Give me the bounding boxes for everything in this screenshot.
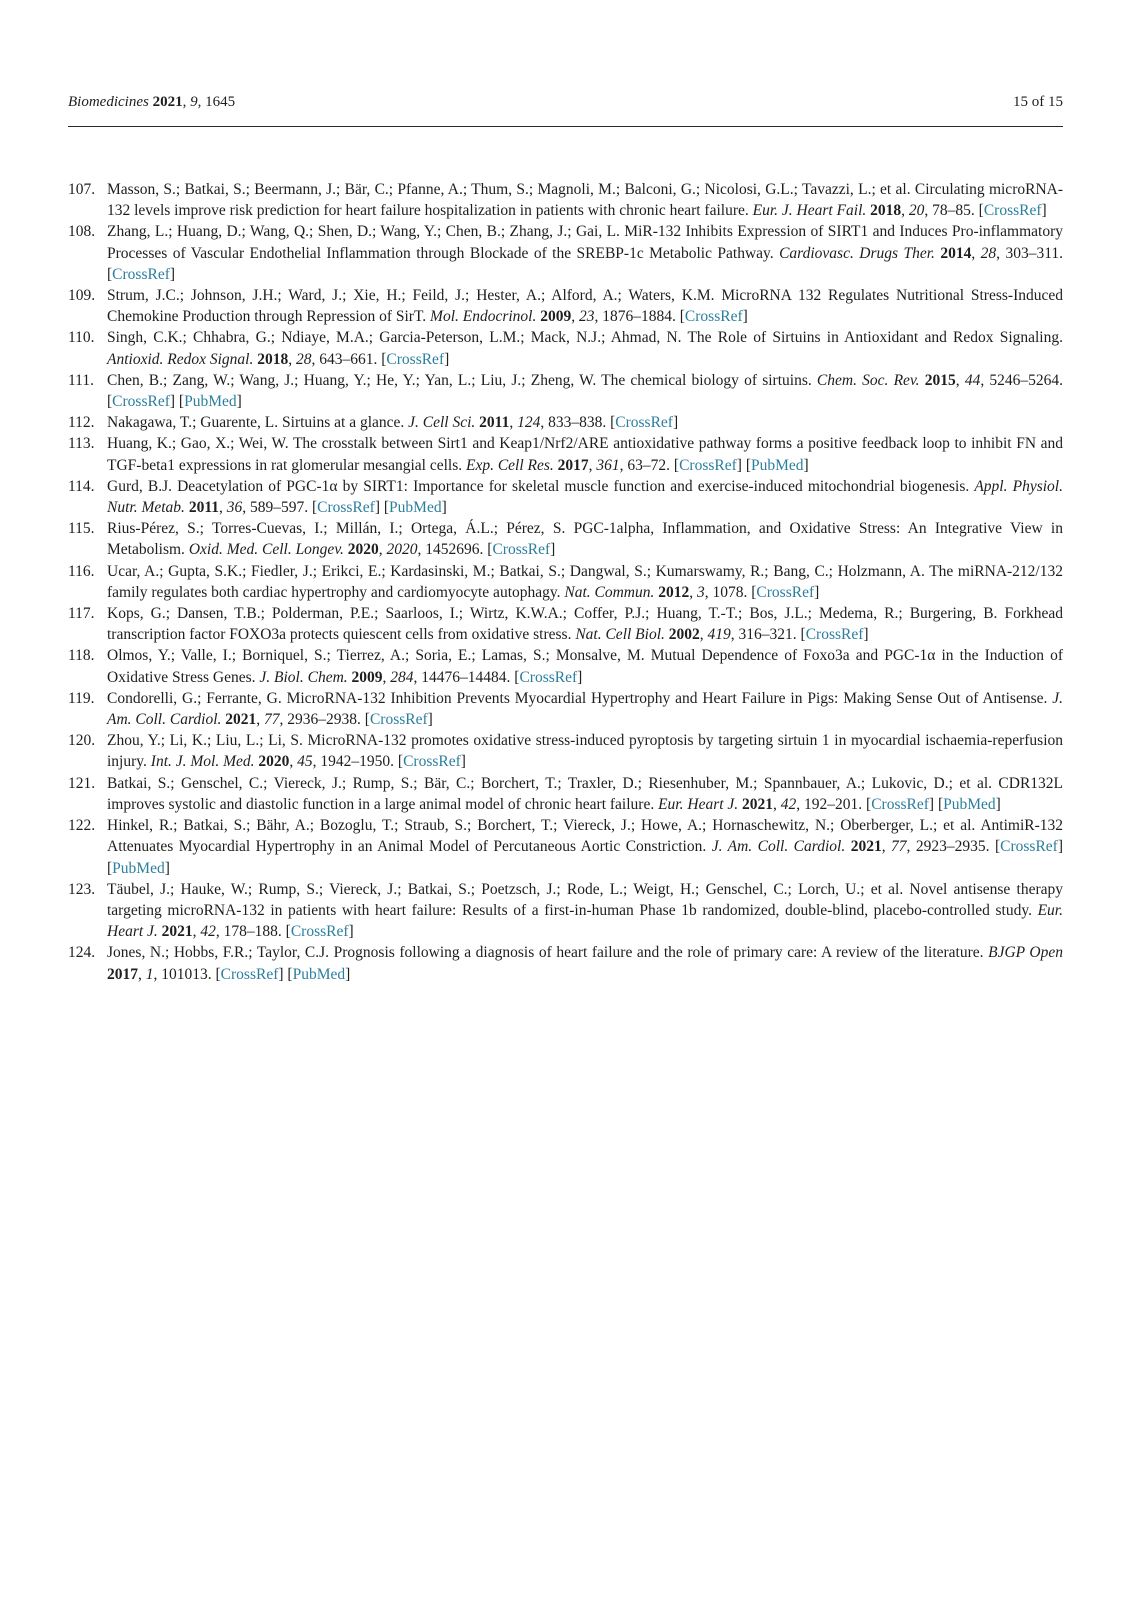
reference-item — [68, 179, 1063, 221]
reference-text: Singh, C.K.; Chhabra, G.; Ndiaye, M.A.; Garcia-Peterson, L.M.; Mack, N.J.; Ahmad, N. The Role of Sirtuins in Antioxidant and Redox Signaling. Antioxid. Redox Signal. 2018, 28, 643–661. [CrossRef] — [107, 329, 1063, 368]
crossref-link[interactable]: CrossRef — [220, 965, 279, 983]
reference-number: 120. — [68, 732, 96, 750]
reference-item — [68, 942, 1063, 984]
crossref-link[interactable]: CrossRef — [317, 499, 375, 517]
reference-number: 117. — [68, 605, 95, 623]
reference-text: Huang, K.; Gao, X.; Wei, W. The crosstalk between Sirt1 and Keap1/Nrf2/ARE antioxidative pathway forms a positive feedback loop to inhibit FN and TGF-beta1 expressions in rat glomerular mesangial cells. Exp. Cell Res. 2017, 361, 63–72. [CrossRef] [PubMed] — [107, 435, 1063, 474]
reference-text: Condorelli, G.; Ferrante, G. MicroRNA-132 Inhibition Prevents Myocardial Hypertrophy and Heart Failure in Pigs: Making Sense Out of Antisense. J. Am. Coll. Cardiol. 2021, 77, 2936–2938. [CrossRef] — [107, 689, 1063, 729]
crossref-link[interactable]: CrossRef — [386, 350, 445, 368]
reference-number: 116. — [68, 562, 95, 580]
reference-number: 112. — [68, 414, 95, 432]
crossref-link[interactable]: CrossRef — [290, 923, 349, 941]
pubmed-link[interactable]: PubMed — [112, 859, 165, 877]
reference-text: Hinkel, R.; Batkai, S.; Bähr, A.; Bozoglu, T.; Straub, S.; Borchert, T.; Viereck, J.; Howe, A.; Hornaschewitz, N.; Oberberger, L.; et al. AntimiR-132 Attenuates Myocardial Hypertrophy in an Animal Model of Percutaneous Aortic Constriction. J. Am. Coll. Cardiol. 2021, 77, 2923–2935. [CrossRef] [PubMed] — [107, 817, 1064, 877]
reference-text: Rius-Pérez, S.; Torres-Cuevas, I.; Millán, I.; Ortega, Á.L.; Pérez, S. PGC-1alpha, Inflammation, and Oxidative Stress: An Integrative View in Metabolism. Oxid. Med. Cell. Longev. 2020, 2020, 1452696. [CrossRef] — [107, 520, 1063, 559]
pubmed-link[interactable]: PubMed — [389, 499, 442, 517]
crossref-link[interactable]: CrossRef — [871, 795, 929, 813]
reference-number: 124. — [68, 944, 96, 962]
reference-text: Gurd, B.J. Deacetylation of PGC-1α by SIRT1: Importance for skeletal muscle function and exercise-induced mitochondrial biogenesis. Appl. Physiol. Nutr. Metab. 2011, 36, 589–597. [CrossRef] [PubMed] — [107, 477, 1063, 517]
pubmed-link[interactable]: PubMed — [751, 456, 804, 474]
crossref-link[interactable]: CrossRef — [679, 456, 737, 474]
reference-item — [68, 603, 1063, 645]
page-number: 15 of 15 — [1013, 94, 1063, 110]
reference-number: 109. — [68, 287, 96, 305]
crossref-link[interactable]: CrossRef — [805, 626, 864, 644]
reference-number: 115. — [68, 520, 95, 538]
journal-citation: Biomedicines 2021, 9, 1645 — [68, 94, 236, 110]
reference-text: Täubel, J.; Hauke, W.; Rump, S.; Viereck, J.; Batkai, S.; Poetzsch, J.; Rode, L.; Weigt, H.; Genschel, C.; Lorch, U.; et al. Novel antisense therapy targeting microRNA-132 in patients with heart failure: Results of a first-in-human Phase 1b randomized, double-blind, placebo-controlled study. Eur. Heart J. 2021, 42, 178–188. [CrossRef] — [107, 880, 1063, 941]
reference-number: 114. — [68, 477, 95, 495]
crossref-link[interactable]: CrossRef — [112, 393, 170, 411]
crossref-link[interactable]: CrossRef — [615, 414, 673, 432]
reference-item — [68, 730, 1063, 772]
reference-number: 119. — [68, 689, 95, 707]
reference-item — [68, 518, 1063, 560]
reference-number: 118. — [68, 647, 95, 665]
reference-item — [68, 645, 1063, 687]
reference-number: 123. — [68, 880, 96, 898]
reference-item — [68, 370, 1063, 412]
reference-item — [68, 285, 1063, 327]
reference-item — [68, 221, 1063, 285]
reference-item — [68, 327, 1063, 369]
references-list — [68, 179, 1063, 985]
crossref-link[interactable]: CrossRef — [492, 541, 551, 559]
reference-text: Zhang, L.; Huang, D.; Wang, Q.; Shen, D.; Wang, Y.; Chen, B.; Zhang, J.; Gai, L. MiR-132 Inhibits Expression of SIRT1 and Induces Pro-inflammatory Processes of Vascular Endothelial Inflammation through Blockade of the SREBP-1c Metabolic Pathway. Cardiovasc. Drugs Ther. 2014, 28, 303–311. [CrossRef] — [107, 223, 1064, 283]
reference-text: Kops, G.; Dansen, T.B.; Polderman, P.E.; Saarloos, I.; Wirtz, K.W.A.; Coffer, P.J.; Huang, T.-T.; Bos, J.L.; Medema, R.; Burgering, B. Forkhead transcription factor FOXO3a protects quiescent cells from oxidative stress. Nat. Cell Biol. 2002, 419, 316–321. [CrossRef] — [107, 605, 1063, 644]
reference-item — [68, 688, 1063, 730]
crossref-link[interactable]: CrossRef — [519, 668, 578, 686]
header-divider — [68, 126, 1063, 127]
reference-text: Nakagawa, T.; Guarente, L. Sirtuins at a glance. J. Cell Sci. 2011, 124, 833–838. [CrossRef] — [107, 414, 679, 432]
reference-item — [68, 879, 1063, 943]
reference-text: Ucar, A.; Gupta, S.K.; Fiedler, J.; Erikci, E.; Kardasinski, M.; Batkai, S.; Dangwal, S.; Kumarswamy, R.; Bang, C.; Holzmann, A. The miRNA-212/132 family regulates both cardiac hypertrophy and cardiomyocyte autophagy. Nat. Commun. 2012, 3, 1078. [CrossRef] — [107, 562, 1063, 601]
reference-item — [68, 561, 1063, 603]
reference-number: 111. — [68, 371, 94, 389]
pubmed-link[interactable]: PubMed — [292, 965, 346, 983]
crossref-link[interactable]: CrossRef — [756, 583, 815, 601]
reference-text: Masson, S.; Batkai, S.; Beermann, J.; Bär, C.; Pfanne, A.; Thum, S.; Magnoli, M.; Balconi, G.; Nicolosi, G.L.; Tavazzi, L.; et al. Circulating microRNA-132 levels improve risk prediction for heart failure hospitalization in patients with chronic heart failure. Eur. J. Heart Fail. 2018, 20, 78–85. [CrossRef] — [107, 181, 1063, 220]
pubmed-link[interactable]: PubMed — [184, 393, 237, 411]
reference-number: 122. — [68, 817, 96, 835]
crossref-link[interactable]: CrossRef — [983, 202, 1042, 220]
reference-item — [68, 815, 1063, 879]
crossref-link[interactable]: CrossRef — [369, 711, 428, 729]
reference-text: Zhou, Y.; Li, K.; Liu, L.; Li, S. MicroRNA-132 promotes oxidative stress-induced pyroptosis by targeting sirtuin 1 in myocardial ischaemia-reperfusion injury. Int. J. Mol. Med. 2020, 45, 1942–1950. [CrossRef] — [107, 732, 1063, 771]
reference-text: Olmos, Y.; Valle, I.; Borniquel, S.; Tierrez, A.; Soria, E.; Lamas, S.; Monsalve, M. Mutual Dependence of Foxo3a and PGC-1α in the Induction of Oxidative Stress Genes. J. Biol. Chem. 2009, 284, 14476–14484. [CrossRef] — [107, 647, 1063, 686]
reference-text: Jones, N.; Hobbs, F.R.; Taylor, C.J. Prognosis following a diagnosis of heart failure and the role of primary care: A review of the literature. BJGP Open 2017, 1, 101013. [CrossRef] [PubMed] — [107, 944, 1063, 983]
reference-text: Chen, B.; Zang, W.; Wang, J.; Huang, Y.; He, Y.; Yan, L.; Liu, J.; Zheng, W. The chemical biology of sirtuins. Chem. Soc. Rev. 2015, 44, 5246–5264. [CrossRef] [PubMed] — [107, 371, 1064, 411]
reference-item — [68, 773, 1063, 815]
page-header — [68, 93, 1063, 111]
reference-text: Batkai, S.; Genschel, C.; Viereck, J.; Rump, S.; Bär, C.; Borchert, T.; Traxler, D.; Riesenhuber, M.; Spannbauer, A.; Lukovic, D.; et al. CDR132L improves systolic and diastolic function in a large animal model of chronic heart failure. Eur. Heart J. 2021, 42, 192–201. [CrossRef] [PubMed] — [107, 774, 1063, 813]
reference-item — [68, 476, 1063, 518]
crossref-link[interactable]: CrossRef — [684, 308, 743, 326]
crossref-link[interactable]: CrossRef — [1000, 838, 1058, 856]
reference-number: 113. — [68, 435, 95, 453]
reference-number: 110. — [68, 329, 95, 347]
reference-item — [68, 412, 1063, 433]
reference-number: 108. — [68, 223, 96, 241]
crossref-link[interactable]: CrossRef — [112, 265, 170, 283]
reference-text: Strum, J.C.; Johnson, J.H.; Ward, J.; Xie, H.; Feild, J.; Hester, A.; Alford, A.; Waters, K.M. MicroRNA 132 Regulates Nutritional Stress-Induced Chemokine Production through Repression of SirT. Mol. Endocrinol. 2009, 23, 1876–1884. [CrossRef] — [107, 287, 1063, 326]
reference-item — [68, 433, 1063, 475]
crossref-link[interactable]: CrossRef — [403, 753, 461, 771]
reference-number: 121. — [68, 774, 96, 792]
pubmed-link[interactable]: PubMed — [943, 795, 996, 813]
reference-number: 107. — [68, 181, 96, 198]
